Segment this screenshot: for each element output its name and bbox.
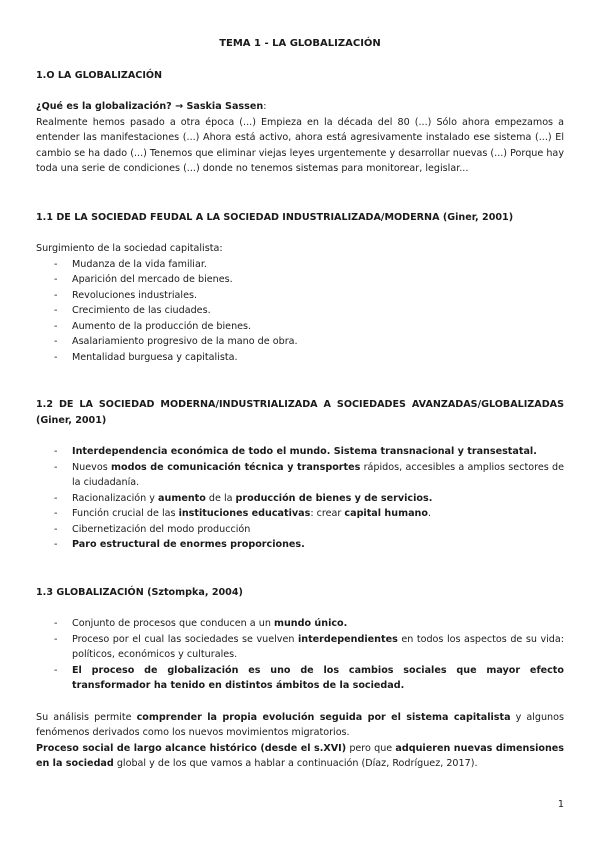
s3-p1-c: y algunos fenómenos derivados como los nuevos movimientos migratorios. — [36, 711, 565, 738]
s2-item2-c: rápidos, accesibles a amplios sectores de la ciudadanía. — [72, 461, 564, 488]
list-item — [36, 616, 564, 632]
list-item — [36, 460, 564, 491]
list-item: - Crecimiento de las ciudades. — [36, 303, 564, 319]
list-item: - Aumento de la producción de bienes. — [36, 319, 564, 335]
s2-item1-text: Interdependencia económica de todo el mundo. Sistema transnacional y transestatal. — [72, 446, 537, 457]
list-item — [36, 506, 564, 522]
list-item — [36, 522, 564, 538]
s3-p2-b: pero que — [346, 742, 396, 754]
s2-item3-a: Racionalización y — [72, 492, 159, 504]
s3-item1-a: Conjunto de procesos que conducen a un — [72, 618, 274, 629]
s3-p2-d: global y de los que vamos a hablar a continuación (Díaz, Rodríguez, 2017). — [113, 758, 478, 769]
section-heading-1-3: 1.3 GLOBALIZACIÓN (Sztompka, 2004) — [36, 586, 243, 598]
s2-item3-c: de la — [205, 492, 236, 504]
document-title: TEMA 1 - LA GLOBALIZACIÓN — [219, 38, 381, 49]
sassen-question-bold: ¿Qué es la globalización? → Saskia Sassen — [36, 101, 264, 112]
s3-item2-c: en todos los aspectos de su vida: políticos, económicos y culturales. — [72, 633, 564, 660]
s2-item2-a: Nuevos — [72, 461, 111, 473]
s2-item2-b: modos de comunicación técnica y transportes — [110, 461, 361, 473]
s2-item6-text: Paro estructural de enormes proporciones. — [72, 539, 305, 550]
s2-item4-d: capital humano — [344, 508, 428, 519]
s3-p1-a: Su análisis permite — [36, 711, 137, 723]
s2-item3-d: producción de bienes y de servicios. — [235, 492, 433, 504]
list-item — [36, 632, 564, 663]
section-heading-1-0: 1.O LA GLOBALIZACIÓN — [36, 69, 163, 81]
list-item: - Asalariamiento progresivo de la mano de obra. — [36, 334, 564, 350]
s2-item4-e: . — [427, 508, 432, 519]
s3-paragraph-2 — [36, 741, 564, 772]
list-item: - Mentalidad burguesa y capitalista. — [36, 350, 564, 366]
s3-list — [36, 616, 564, 694]
list-item — [36, 663, 564, 694]
s3-item2-a: Proceso por el cual las sociedades se vuelven — [72, 633, 298, 645]
sassen-paragraph: Realmente hemos pasado a otra época (...) Empieza en la década del 80 (...) Sólo ahora empezamos a entender las manifestaciones (...) Ahora está activo, ahora está agresivamente instalado ese sistema (...) El cambio se ha dado (...) Tenemos que eliminar viejas leyes urgentemente y desarrollar nuevas (...) Porque hay toda una serie de condiciones (...) donde no tenemos sistemas para monitorear, legislar... — [36, 116, 564, 174]
s1-intro: Surgimiento de la sociedad capitalista: — [36, 243, 223, 254]
s1-list — [36, 257, 564, 366]
page-number: 1 — [557, 799, 564, 810]
list-item — [36, 491, 564, 507]
s3-p2-c: adquieren nuevas dimensiones en la sociedad — [36, 742, 564, 769]
s3-p2-a: Proceso social de largo alcance histórico (desde el s.XVI) — [36, 742, 347, 754]
s3-p1-b: comprender la propia evolución seguida por el sistema capitalista — [136, 711, 511, 723]
s2-item4-b: instituciones educativas — [178, 508, 311, 519]
list-item — [36, 444, 564, 460]
s3-item3-text: El proceso de globalización es uno de los cambios sociales que mayor efecto transformador ha tenido en distintos ámbitos de la sociedad. — [72, 664, 564, 691]
s2-list — [36, 444, 564, 553]
sassen-question-colon: : — [263, 101, 267, 112]
list-item — [36, 537, 564, 553]
list-item: - Revoluciones industriales. — [36, 288, 564, 304]
section-heading-1-2: 1.2 DE LA SOCIEDAD MODERNA/INDUSTRIALIZADA A SOCIEDADES AVANZADAS/GLOBALIZADAS (Giner, 2001) — [36, 399, 564, 426]
section-heading-1-1: 1.1 DE LA SOCIEDAD FEUDAL A LA SOCIEDAD INDUSTRIALIZADA/MODERNA (Giner, 2001) — [36, 211, 514, 223]
s3-item2-b: interdependientes — [297, 633, 398, 645]
sassen-question — [36, 99, 564, 115]
list-item: - Aparición del mercado de bienes. — [36, 272, 564, 288]
s3-item1-b: mundo único. — [273, 618, 348, 629]
s2-item4-c: : crear — [310, 508, 345, 519]
s2-item5-text: Cibernetización del modo producción — [72, 523, 251, 535]
s2-item3-b: aumento — [158, 492, 206, 504]
list-item: - Mudanza de la vida familiar. — [36, 257, 564, 273]
s3-paragraph-1 — [36, 710, 564, 741]
s2-item4-a: Función crucial de las — [72, 508, 179, 519]
